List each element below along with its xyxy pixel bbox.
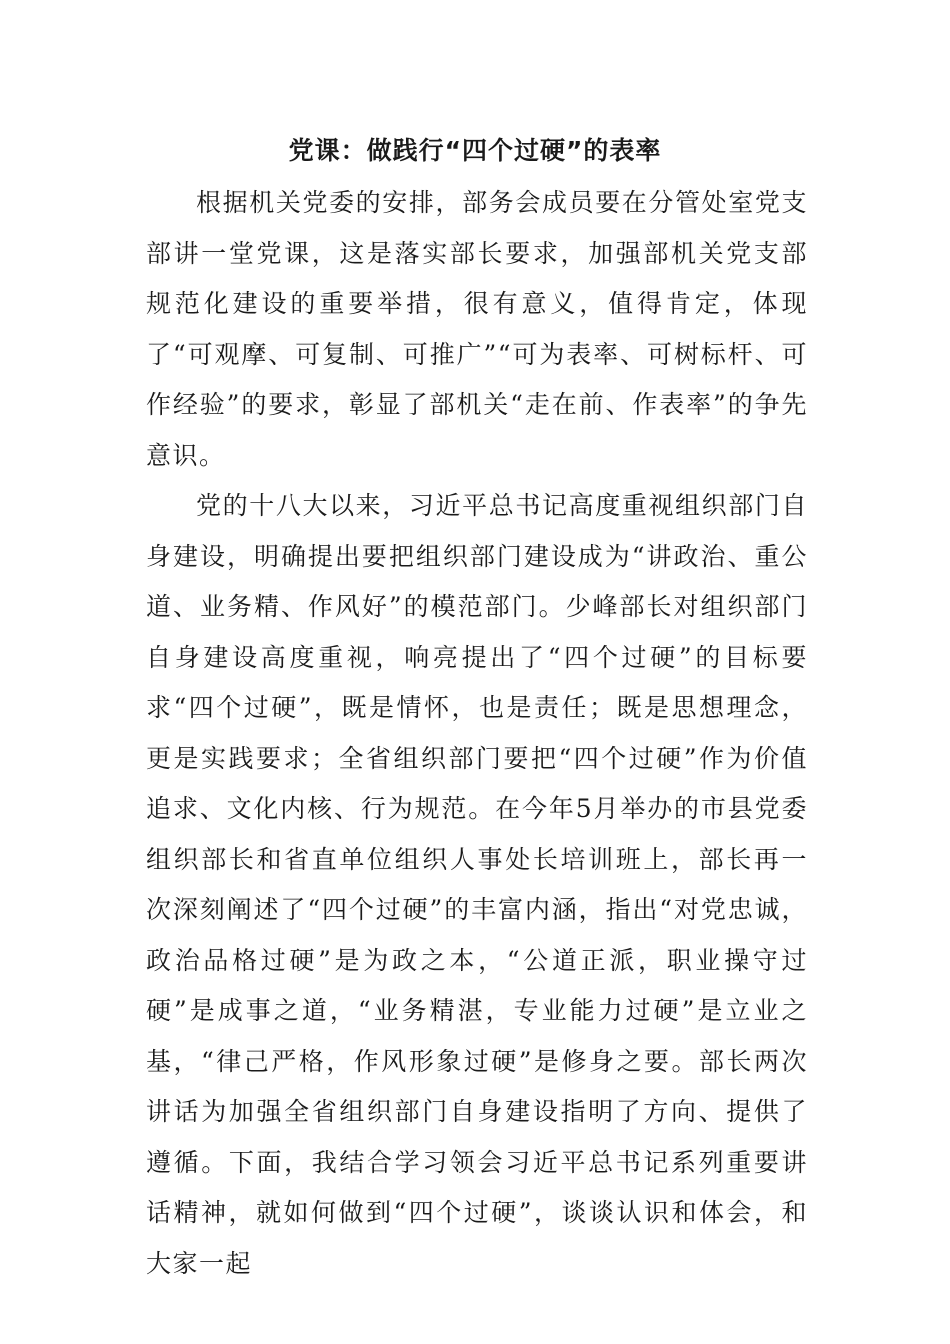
document-title: 党课：做践行“四个过硬”的表率 [288,136,662,165]
paragraph-1: 根据机关党委的安排，部务会成员要在分管处室党支部讲一堂党课，这是落实部长要求，加强部机关党支部规范化建设的重要举措，很有意义，值得肯定，体现了“可观摩、可复制、可推广”“可为表率、可树标杆、可作经验”的要求，彰显了部机关“走在前、作表率”的争先意识。 [146,188,808,470]
document-body [146,178,808,1289]
paragraph-2: 党的十八大以来，习近平总书记高度重视组织部门自身建设，明确提出要把组织部门建设成为“讲政治、重公道、业务精、作风好”的模范部门。少峰部长对组织部门自身建设高度重视，响亮提出了“四个过硬”的目标要求“四个过硬”，既是情怀，也是责任；既是思想理念，更是实践要求；全省组织部门要把“四个过硬”作为价值追求、文化内核、行为规范。在今年5月举办的市县党委组织部长和省直单位组织人事处长培训班上，部长再一次深刻阐述了“四个过硬”的丰富内涵，指出“对党忠诚，政治品格过硬”是为政之本，“公道正派，职业操守过硬”是成事之道，“业务精湛，专业能力过硬”是立业之基，“律己严格，作风形象过硬”是修身之要。部长两次讲话为加强全省组织部门自身建设指明了方向、提供了遵循。下面，我结合学习领会习近平总书记系列重要讲话精神，就如何做到“四个过硬”，谈谈认识和体会，和大家一起 [146,491,808,1278]
